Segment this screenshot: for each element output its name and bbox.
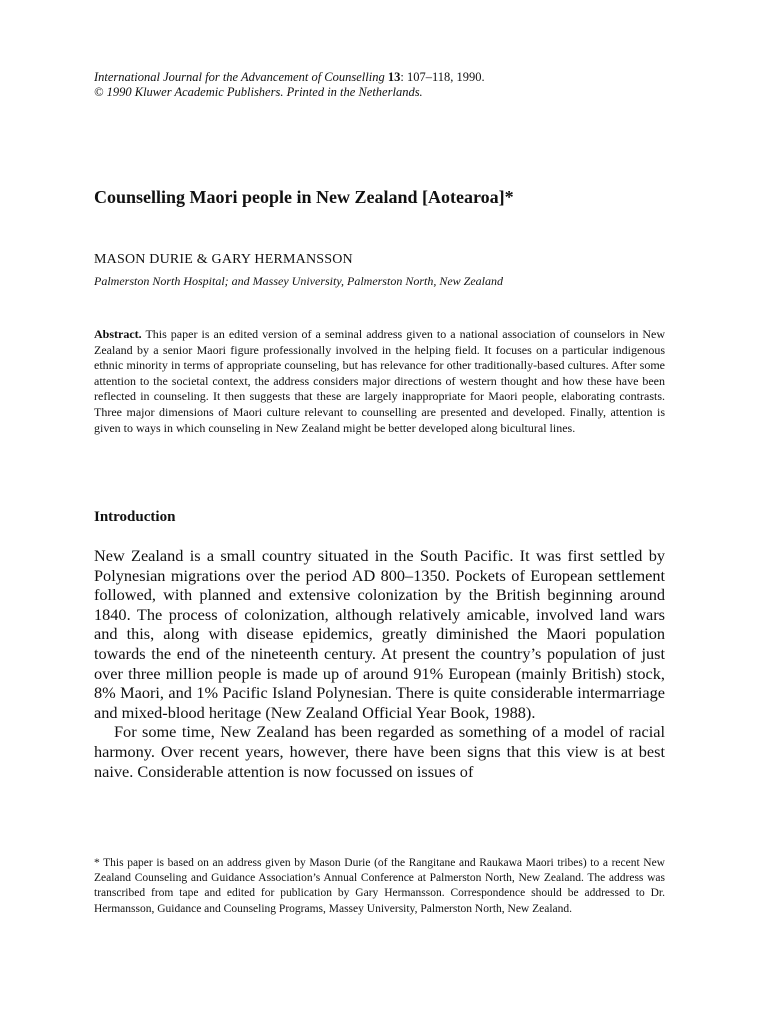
abstract-text: This paper is an edited version of a seminal address given to a national association of counselors in New Zealand by a senior Maori figure professionally involved in the helping field. It focuses on a particular indigenous ethnic minority in terms of appropriate counseling, but has relevance for other traditionally-based cultures. After some attention to the societal context, the address considers major directions of western thought and how these have been reflected in counseling. It then suggests that these are largely inappropriate for Maori people, elaborating contrasts. Three major dimensions of Maori culture relevant to counselling are presented and developed. Finally, attention is given to ways in which counseling in New Zealand might be better developed along bicultural lines. xyxy=(94,327,665,435)
journal-name: International Journal for the Advancement of Counselling xyxy=(94,70,385,84)
journal-pages: : 107–118, 1990. xyxy=(400,70,485,84)
journal-citation xyxy=(94,70,694,85)
journal-volume: 13 xyxy=(387,70,401,84)
authors: MASON DURIE & GARY HERMANSSON xyxy=(94,252,353,267)
section-heading-introduction: Introduction xyxy=(94,509,176,525)
introduction-body xyxy=(94,546,665,781)
body-paragraph: For some time, New Zealand has been regarded as something of a model of racial harmony. Over recent years, however, there have been signs that this view is at best naive. Considerable attention is now focussed on issues of xyxy=(94,722,665,781)
affiliation: Palmerston North Hospital; and Massey University, Palmerston North, New Zealand xyxy=(94,274,503,288)
abstract-label: Abstract. xyxy=(94,327,142,341)
journal-header xyxy=(94,70,694,100)
abstract xyxy=(94,327,665,436)
footnote: * This paper is based on an address given by Mason Durie (of the Rangitane and Raukawa Maori tribes) to a recent New Zealand Counseling and Guidance Association’s Annual Conference at Palmerston North, New Zealand. The address was transcribed from tape and edited for publication by Gary Hermansson. Correspondence should be addressed to Dr. Hermansson, Guidance and Counseling Programs, Massey University, Palmerston North, New Zealand. xyxy=(94,857,665,915)
publisher-line: © 1990 Kluwer Academic Publishers. Printed in the Netherlands. xyxy=(94,85,423,99)
body-paragraph: New Zealand is a small country situated in the South Pacific. It was first settled by Polynesian migrations over the period AD 800–1350. Pockets of European settlement followed, with planned and extensive colonization by the British beginning around 1840. The process of colonization, although relatively amicable, involved land wars and this, along with disease epidemics, greatly diminished the Maori population towards the end of the nineteenth century. At present the country’s population of just over three million people is made up of around 91% European (mainly British) stock, 8% Maori, and 1% Pacific Island Polynesian. There is quite considerable intermarriage and mixed-blood heritage (New Zealand Official Year Book, 1988). xyxy=(94,546,665,722)
paper-title: Counselling Maori people in New Zealand [Aotearoa]* xyxy=(94,187,514,207)
